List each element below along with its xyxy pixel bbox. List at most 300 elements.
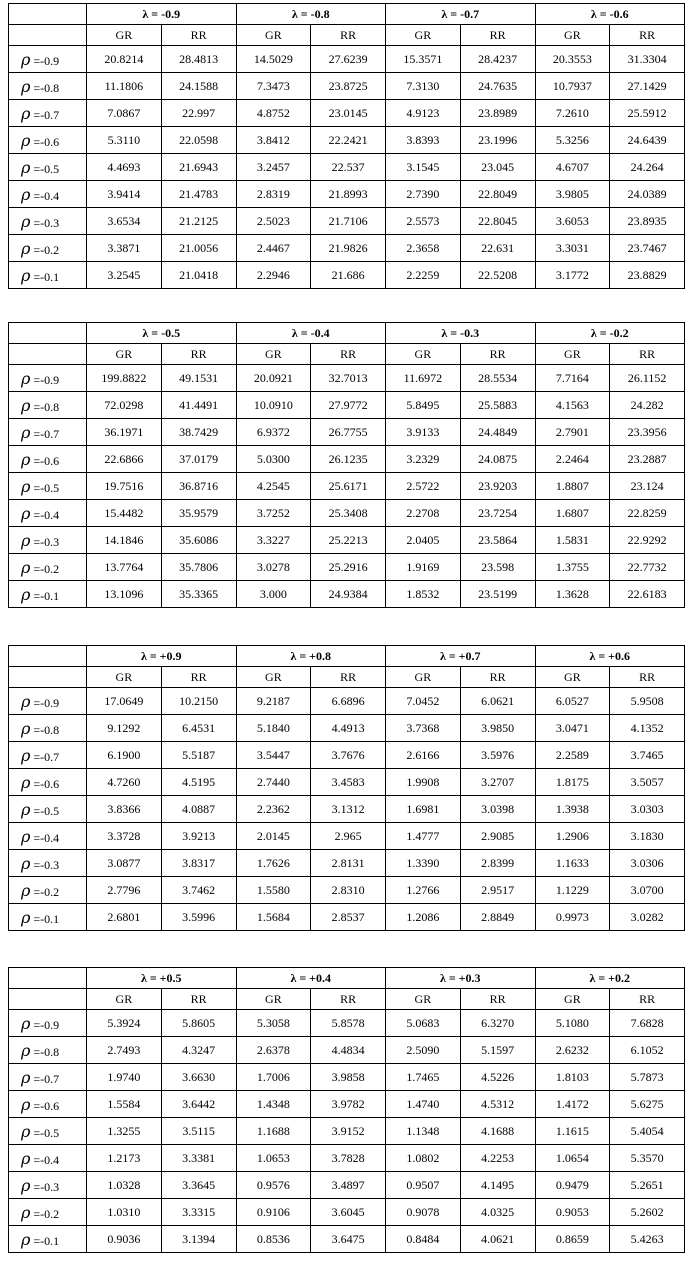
rho-label bbox=[9, 769, 87, 796]
rho-label bbox=[9, 100, 87, 127]
gr-value-cell: 1.2906 bbox=[535, 823, 610, 850]
rr-value-cell: 3.0398 bbox=[460, 796, 535, 823]
rr-value-cell: 3.0700 bbox=[610, 877, 685, 904]
table-row bbox=[9, 100, 685, 127]
rr-value-cell: 3.9152 bbox=[311, 1118, 386, 1145]
gr-value-cell: 10.7937 bbox=[535, 73, 610, 100]
table-row bbox=[9, 1010, 685, 1037]
lambda-header: λ = +0.4 bbox=[236, 968, 386, 989]
gr-column-header: GR bbox=[236, 989, 311, 1010]
rho-label bbox=[9, 1118, 87, 1145]
rho-label bbox=[9, 796, 87, 823]
rr-value-cell: 3.6442 bbox=[161, 1091, 236, 1118]
rho-symbol: ρ bbox=[21, 265, 31, 285]
gr-value-cell: 20.0921 bbox=[236, 365, 311, 392]
rr-value-cell: 25.5883 bbox=[460, 392, 535, 419]
table-row bbox=[9, 181, 685, 208]
rr-value-cell: 35.7806 bbox=[161, 554, 236, 581]
rho-value: =-0.6 bbox=[33, 776, 60, 791]
rho-label bbox=[9, 73, 87, 100]
gr-value-cell: 1.6981 bbox=[386, 796, 461, 823]
rr-value-cell: 6.0621 bbox=[460, 688, 535, 715]
rr-value-cell: 24.6439 bbox=[610, 127, 685, 154]
gr-column-header: GR bbox=[236, 25, 311, 46]
rr-value-cell: 5.7873 bbox=[610, 1064, 685, 1091]
gr-value-cell: 1.9740 bbox=[87, 1064, 162, 1091]
rr-value-cell: 4.1352 bbox=[610, 715, 685, 742]
gr-value-cell: 15.3571 bbox=[386, 46, 461, 73]
rr-value-cell: 3.5057 bbox=[610, 769, 685, 796]
table-row bbox=[9, 262, 685, 289]
rho-symbol: ρ bbox=[21, 584, 31, 604]
results-table-2 bbox=[8, 322, 685, 608]
gr-value-cell: 3.9133 bbox=[386, 419, 461, 446]
rho-value: =-0.9 bbox=[33, 372, 60, 387]
gr-column-header: GR bbox=[386, 989, 461, 1010]
rr-value-cell: 35.9579 bbox=[161, 500, 236, 527]
gr-value-cell: 72.0298 bbox=[87, 392, 162, 419]
rr-value-cell: 24.282 bbox=[610, 392, 685, 419]
rho-symbol: ρ bbox=[21, 1040, 31, 1060]
rho-label bbox=[9, 1037, 87, 1064]
rho-symbol: ρ bbox=[21, 826, 31, 846]
gr-value-cell: 7.3130 bbox=[386, 73, 461, 100]
gr-value-cell: 1.3390 bbox=[386, 850, 461, 877]
rr-value-cell: 4.4913 bbox=[311, 715, 386, 742]
table-row bbox=[9, 208, 685, 235]
gr-value-cell: 2.0405 bbox=[386, 527, 461, 554]
rr-value-cell: 23.0145 bbox=[311, 100, 386, 127]
rho-label bbox=[9, 554, 87, 581]
rr-value-cell: 26.1235 bbox=[311, 446, 386, 473]
gr-value-cell: 3.8412 bbox=[236, 127, 311, 154]
rho-symbol: ρ bbox=[21, 184, 31, 204]
rr-value-cell: 3.7465 bbox=[610, 742, 685, 769]
corner-cell bbox=[9, 25, 87, 46]
gr-value-cell: 2.7440 bbox=[236, 769, 311, 796]
rr-value-cell: 24.1588 bbox=[161, 73, 236, 100]
rho-symbol: ρ bbox=[21, 1148, 31, 1168]
table-row bbox=[9, 742, 685, 769]
rho-value: =-0.9 bbox=[33, 1017, 60, 1032]
rr-value-cell: 28.5534 bbox=[460, 365, 535, 392]
gr-value-cell: 5.0683 bbox=[386, 1010, 461, 1037]
gr-value-cell: 3.2329 bbox=[386, 446, 461, 473]
gr-value-cell: 1.6807 bbox=[535, 500, 610, 527]
rho-label bbox=[9, 500, 87, 527]
gr-value-cell: 3.1545 bbox=[386, 154, 461, 181]
gr-value-cell: 13.1096 bbox=[87, 581, 162, 608]
table-row bbox=[9, 154, 685, 181]
rho-symbol: ρ bbox=[21, 422, 31, 442]
rho-value: =-0.4 bbox=[33, 188, 60, 203]
gr-value-cell: 1.1688 bbox=[236, 1118, 311, 1145]
rho-symbol: ρ bbox=[21, 530, 31, 550]
gr-value-cell: 3.7368 bbox=[386, 715, 461, 742]
rr-value-cell: 2.8310 bbox=[311, 877, 386, 904]
rr-value-cell: 3.2707 bbox=[460, 769, 535, 796]
rr-column-header: RR bbox=[311, 25, 386, 46]
rr-value-cell: 23.1996 bbox=[460, 127, 535, 154]
gr-value-cell: 0.9973 bbox=[535, 904, 610, 931]
gr-value-cell: 3.9805 bbox=[535, 181, 610, 208]
gr-value-cell: 2.2708 bbox=[386, 500, 461, 527]
gr-value-cell: 5.3110 bbox=[87, 127, 162, 154]
rho-label bbox=[9, 823, 87, 850]
rho-label bbox=[9, 527, 87, 554]
rr-value-cell: 21.2125 bbox=[161, 208, 236, 235]
rr-value-cell: 28.4813 bbox=[161, 46, 236, 73]
rr-value-cell: 2.9517 bbox=[460, 877, 535, 904]
rr-value-cell: 3.0306 bbox=[610, 850, 685, 877]
rr-value-cell: 21.686 bbox=[311, 262, 386, 289]
rho-value: =-0.3 bbox=[33, 215, 60, 230]
gr-value-cell: 22.6866 bbox=[87, 446, 162, 473]
gr-value-cell: 3.9414 bbox=[87, 181, 162, 208]
rr-value-cell: 22.631 bbox=[460, 235, 535, 262]
results-table-3 bbox=[8, 645, 685, 931]
gr-value-cell: 199.8822 bbox=[87, 365, 162, 392]
rr-value-cell: 4.5195 bbox=[161, 769, 236, 796]
gr-column-header: GR bbox=[535, 344, 610, 365]
rho-label bbox=[9, 419, 87, 446]
rr-value-cell: 36.8716 bbox=[161, 473, 236, 500]
lambda-header: λ = +0.3 bbox=[386, 968, 536, 989]
rho-label bbox=[9, 742, 87, 769]
rho-value: =-0.4 bbox=[33, 507, 60, 522]
gr-value-cell: 2.6378 bbox=[236, 1037, 311, 1064]
gr-value-cell: 2.7901 bbox=[535, 419, 610, 446]
rr-value-cell: 4.2253 bbox=[460, 1145, 535, 1172]
rr-value-cell: 27.1429 bbox=[610, 73, 685, 100]
gr-value-cell: 3.0471 bbox=[535, 715, 610, 742]
gr-column-header: GR bbox=[535, 25, 610, 46]
rr-value-cell: 35.6086 bbox=[161, 527, 236, 554]
rho-value: =-0.8 bbox=[33, 1044, 60, 1059]
rho-symbol: ρ bbox=[21, 1175, 31, 1195]
rr-value-cell: 5.4263 bbox=[610, 1226, 685, 1253]
rr-column-header: RR bbox=[161, 344, 236, 365]
rr-column-header: RR bbox=[610, 667, 685, 688]
table-row bbox=[9, 850, 685, 877]
gr-column-header: GR bbox=[87, 667, 162, 688]
gr-value-cell: 3.3227 bbox=[236, 527, 311, 554]
rho-label bbox=[9, 208, 87, 235]
rr-column-header: RR bbox=[610, 344, 685, 365]
table-row bbox=[9, 46, 685, 73]
rr-value-cell: 24.9384 bbox=[311, 581, 386, 608]
gr-value-cell: 2.5573 bbox=[386, 208, 461, 235]
rho-symbol: ρ bbox=[21, 476, 31, 496]
rho-label bbox=[9, 446, 87, 473]
gr-value-cell: 1.1229 bbox=[535, 877, 610, 904]
rho-label bbox=[9, 392, 87, 419]
rr-value-cell: 3.4897 bbox=[311, 1172, 386, 1199]
rr-value-cell: 23.2887 bbox=[610, 446, 685, 473]
results-table-1 bbox=[8, 3, 685, 289]
gr-value-cell: 1.2086 bbox=[386, 904, 461, 931]
gr-value-cell: 5.1840 bbox=[236, 715, 311, 742]
rr-value-cell: 38.7429 bbox=[161, 419, 236, 446]
rho-value: =-0.4 bbox=[33, 830, 60, 845]
rho-label bbox=[9, 473, 87, 500]
rr-value-cell: 23.045 bbox=[460, 154, 535, 181]
gr-value-cell: 3.8366 bbox=[87, 796, 162, 823]
table-row bbox=[9, 365, 685, 392]
rho-label bbox=[9, 581, 87, 608]
rr-value-cell: 21.6943 bbox=[161, 154, 236, 181]
lambda-header: λ = -0.2 bbox=[535, 323, 685, 344]
gr-column-header: GR bbox=[386, 25, 461, 46]
gr-column-header: GR bbox=[535, 667, 610, 688]
rr-value-cell: 6.4531 bbox=[161, 715, 236, 742]
rr-value-cell: 3.6475 bbox=[311, 1226, 386, 1253]
gr-value-cell: 4.8752 bbox=[236, 100, 311, 127]
gr-value-cell: 15.4482 bbox=[87, 500, 162, 527]
gr-value-cell: 1.3755 bbox=[535, 554, 610, 581]
rr-value-cell: 25.3408 bbox=[311, 500, 386, 527]
gr-value-cell: 1.7626 bbox=[236, 850, 311, 877]
rho-symbol: ρ bbox=[21, 130, 31, 150]
rho-symbol: ρ bbox=[21, 238, 31, 258]
rho-symbol: ρ bbox=[21, 1229, 31, 1249]
gr-value-cell: 4.7260 bbox=[87, 769, 162, 796]
rr-value-cell: 6.6896 bbox=[311, 688, 386, 715]
rr-value-cell: 3.3315 bbox=[161, 1199, 236, 1226]
table-row bbox=[9, 527, 685, 554]
gr-value-cell: 2.2589 bbox=[535, 742, 610, 769]
gr-value-cell: 14.1846 bbox=[87, 527, 162, 554]
rho-value: =-0.5 bbox=[33, 161, 60, 176]
rr-value-cell: 3.3381 bbox=[161, 1145, 236, 1172]
rho-label bbox=[9, 850, 87, 877]
rho-symbol: ρ bbox=[21, 853, 31, 873]
rr-value-cell: 23.124 bbox=[610, 473, 685, 500]
gr-value-cell: 6.0527 bbox=[535, 688, 610, 715]
gr-value-cell: 11.1806 bbox=[87, 73, 162, 100]
rho-value: =-0.1 bbox=[33, 911, 60, 926]
rr-value-cell: 5.5187 bbox=[161, 742, 236, 769]
rr-value-cell: 3.7676 bbox=[311, 742, 386, 769]
gr-value-cell: 1.2173 bbox=[87, 1145, 162, 1172]
rho-label bbox=[9, 1145, 87, 1172]
gr-value-cell: 3.6053 bbox=[535, 208, 610, 235]
rr-value-cell: 7.6828 bbox=[610, 1010, 685, 1037]
rr-column-header: RR bbox=[311, 989, 386, 1010]
rr-column-header: RR bbox=[610, 25, 685, 46]
gr-value-cell: 2.5090 bbox=[386, 1037, 461, 1064]
rr-value-cell: 23.8725 bbox=[311, 73, 386, 100]
corner-cell bbox=[9, 344, 87, 365]
gr-value-cell: 1.3628 bbox=[535, 581, 610, 608]
table-row bbox=[9, 1091, 685, 1118]
rho-label bbox=[9, 1226, 87, 1253]
rr-value-cell: 5.1597 bbox=[460, 1037, 535, 1064]
gr-value-cell: 1.3255 bbox=[87, 1118, 162, 1145]
table-row bbox=[9, 1226, 685, 1253]
table-row bbox=[9, 1037, 685, 1064]
rr-value-cell: 24.0389 bbox=[610, 181, 685, 208]
rho-symbol: ρ bbox=[21, 880, 31, 900]
gr-value-cell: 2.3658 bbox=[386, 235, 461, 262]
gr-value-cell: 0.9053 bbox=[535, 1199, 610, 1226]
rho-value: =-0.9 bbox=[33, 53, 60, 68]
rho-symbol: ρ bbox=[21, 1013, 31, 1033]
rr-value-cell: 4.5226 bbox=[460, 1064, 535, 1091]
table-row bbox=[9, 823, 685, 850]
gr-value-cell: 1.9908 bbox=[386, 769, 461, 796]
rr-value-cell: 49.1531 bbox=[161, 365, 236, 392]
gr-value-cell: 1.5580 bbox=[236, 877, 311, 904]
rho-label bbox=[9, 1010, 87, 1037]
lambda-header: λ = -0.5 bbox=[87, 323, 237, 344]
gr-value-cell: 1.2766 bbox=[386, 877, 461, 904]
lambda-header: λ = +0.9 bbox=[87, 646, 237, 667]
gr-value-cell: 2.2464 bbox=[535, 446, 610, 473]
rr-column-header: RR bbox=[311, 667, 386, 688]
rho-symbol: ρ bbox=[21, 503, 31, 523]
gr-value-cell: 1.0328 bbox=[87, 1172, 162, 1199]
rr-value-cell: 23.9203 bbox=[460, 473, 535, 500]
gr-value-cell: 2.7796 bbox=[87, 877, 162, 904]
rr-value-cell: 4.5312 bbox=[460, 1091, 535, 1118]
rr-value-cell: 3.9850 bbox=[460, 715, 535, 742]
rr-value-cell: 31.3304 bbox=[610, 46, 685, 73]
gr-value-cell: 1.8103 bbox=[535, 1064, 610, 1091]
rho-value: =-0.2 bbox=[33, 561, 60, 576]
rr-value-cell: 5.9508 bbox=[610, 688, 685, 715]
rr-value-cell: 25.6171 bbox=[311, 473, 386, 500]
gr-value-cell: 5.1080 bbox=[535, 1010, 610, 1037]
gr-value-cell: 1.0653 bbox=[236, 1145, 311, 1172]
gr-value-cell: 3.5447 bbox=[236, 742, 311, 769]
gr-value-cell: 9.1292 bbox=[87, 715, 162, 742]
gr-value-cell: 1.8175 bbox=[535, 769, 610, 796]
gr-value-cell: 3.3871 bbox=[87, 235, 162, 262]
rr-value-cell: 4.1688 bbox=[460, 1118, 535, 1145]
rr-value-cell: 2.8131 bbox=[311, 850, 386, 877]
gr-value-cell: 1.8532 bbox=[386, 581, 461, 608]
rho-value: =-0.7 bbox=[33, 1071, 60, 1086]
lambda-header: λ = -0.8 bbox=[236, 4, 386, 25]
rho-symbol: ρ bbox=[21, 103, 31, 123]
rr-value-cell: 5.4054 bbox=[610, 1118, 685, 1145]
gr-value-cell: 2.5023 bbox=[236, 208, 311, 235]
corner-cell bbox=[9, 968, 87, 989]
rho-value: =-0.6 bbox=[33, 134, 60, 149]
rho-symbol: ρ bbox=[21, 211, 31, 231]
lambda-header: λ = -0.6 bbox=[535, 4, 685, 25]
rho-label bbox=[9, 877, 87, 904]
gr-column-header: GR bbox=[236, 667, 311, 688]
rr-value-cell: 24.0875 bbox=[460, 446, 535, 473]
table-row bbox=[9, 73, 685, 100]
rr-value-cell: 21.0056 bbox=[161, 235, 236, 262]
gr-value-cell: 2.5722 bbox=[386, 473, 461, 500]
rr-column-header: RR bbox=[460, 989, 535, 1010]
gr-value-cell: 1.1615 bbox=[535, 1118, 610, 1145]
corner-cell bbox=[9, 4, 87, 25]
rr-value-cell: 22.2421 bbox=[311, 127, 386, 154]
rr-value-cell: 22.7732 bbox=[610, 554, 685, 581]
rr-value-cell: 24.264 bbox=[610, 154, 685, 181]
gr-column-header: GR bbox=[535, 989, 610, 1010]
rr-value-cell: 3.9858 bbox=[311, 1064, 386, 1091]
rr-value-cell: 6.3270 bbox=[460, 1010, 535, 1037]
gr-value-cell: 11.6972 bbox=[386, 365, 461, 392]
rho-symbol: ρ bbox=[21, 557, 31, 577]
rr-value-cell: 22.8045 bbox=[460, 208, 535, 235]
gr-value-cell: 0.9106 bbox=[236, 1199, 311, 1226]
gr-value-cell: 2.2362 bbox=[236, 796, 311, 823]
gr-value-cell: 3.0278 bbox=[236, 554, 311, 581]
gr-value-cell: 3.6534 bbox=[87, 208, 162, 235]
rr-value-cell: 23.8829 bbox=[610, 262, 685, 289]
rr-value-cell: 2.8537 bbox=[311, 904, 386, 931]
gr-value-cell: 2.0145 bbox=[236, 823, 311, 850]
rho-label bbox=[9, 688, 87, 715]
gr-value-cell: 0.8659 bbox=[535, 1226, 610, 1253]
rho-value: =-0.7 bbox=[33, 749, 60, 764]
gr-value-cell: 1.8807 bbox=[535, 473, 610, 500]
table-row bbox=[9, 581, 685, 608]
gr-value-cell: 3.0877 bbox=[87, 850, 162, 877]
rho-symbol: ρ bbox=[21, 907, 31, 927]
gr-value-cell: 10.0910 bbox=[236, 392, 311, 419]
gr-value-cell: 1.1633 bbox=[535, 850, 610, 877]
gr-value-cell: 0.8484 bbox=[386, 1226, 461, 1253]
table-row bbox=[9, 769, 685, 796]
gr-value-cell: 0.9576 bbox=[236, 1172, 311, 1199]
rho-symbol: ρ bbox=[21, 368, 31, 388]
gr-value-cell: 2.6166 bbox=[386, 742, 461, 769]
rho-label bbox=[9, 1199, 87, 1226]
rho-symbol: ρ bbox=[21, 745, 31, 765]
rho-value: =-0.7 bbox=[33, 426, 60, 441]
rr-value-cell: 22.997 bbox=[161, 100, 236, 127]
rr-column-header: RR bbox=[311, 344, 386, 365]
gr-value-cell: 4.4693 bbox=[87, 154, 162, 181]
rr-value-cell: 22.5208 bbox=[460, 262, 535, 289]
gr-value-cell: 5.3256 bbox=[535, 127, 610, 154]
rr-value-cell: 27.6239 bbox=[311, 46, 386, 73]
gr-column-header: GR bbox=[87, 344, 162, 365]
rr-value-cell: 21.4783 bbox=[161, 181, 236, 208]
rho-value: =-0.5 bbox=[33, 803, 60, 818]
rr-value-cell: 5.8605 bbox=[161, 1010, 236, 1037]
gr-value-cell: 13.7764 bbox=[87, 554, 162, 581]
rr-value-cell: 22.6183 bbox=[610, 581, 685, 608]
rho-label bbox=[9, 365, 87, 392]
rr-value-cell: 3.1830 bbox=[610, 823, 685, 850]
table-row bbox=[9, 446, 685, 473]
rho-value: =-0.4 bbox=[33, 1152, 60, 1167]
gr-value-cell: 2.7390 bbox=[386, 181, 461, 208]
gr-value-cell: 6.1900 bbox=[87, 742, 162, 769]
rho-value: =-0.7 bbox=[33, 107, 60, 122]
table-row bbox=[9, 1199, 685, 1226]
rho-value: =-0.5 bbox=[33, 480, 60, 495]
gr-value-cell: 2.8319 bbox=[236, 181, 311, 208]
lambda-header: λ = +0.5 bbox=[87, 968, 237, 989]
rr-value-cell: 5.2651 bbox=[610, 1172, 685, 1199]
rr-value-cell: 3.9782 bbox=[311, 1091, 386, 1118]
rho-value: =-0.8 bbox=[33, 80, 60, 95]
rr-value-cell: 32.7013 bbox=[311, 365, 386, 392]
rr-value-cell: 10.2150 bbox=[161, 688, 236, 715]
rr-value-cell: 23.5199 bbox=[460, 581, 535, 608]
gr-value-cell: 2.2946 bbox=[236, 262, 311, 289]
